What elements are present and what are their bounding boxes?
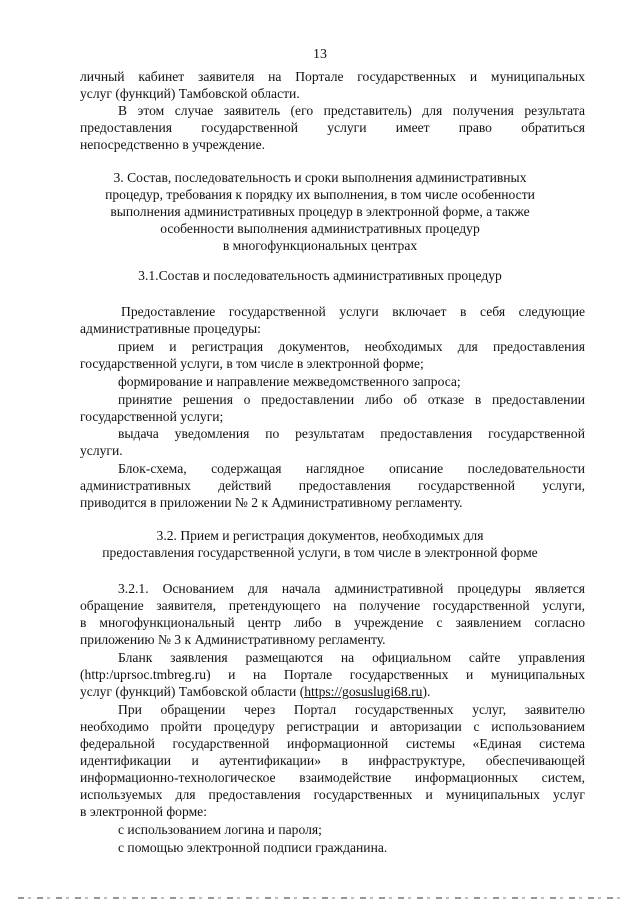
gosuslugi-link[interactable]: https://gosuslugi68.ru	[304, 684, 423, 699]
list-item: с использованием логина и пароля;	[118, 822, 322, 837]
paragraph-line: Бланк заявления размещаются на официальном сайте управления	[118, 650, 585, 665]
paragraph-line	[80, 684, 430, 700]
list-item: принятие решения о предоставлении либо об отказе в предоставлении	[118, 392, 585, 407]
section-heading-line: в многофункциональных центрах	[222, 238, 418, 253]
section-heading-line: выполнения административных процедур в электронной форме, а также	[110, 204, 530, 219]
paragraph-line: 3.2.1. Основанием для начала административной процедуры является	[118, 581, 585, 596]
paragraph-line: В этом случае заявитель (его представитель) для получения результата	[118, 103, 585, 118]
paragraph-line: Блок-схема, содержащая наглядное описание последовательности	[118, 461, 585, 476]
paragraph-line: приложению № 3 к Административному регламенту.	[80, 632, 386, 647]
text-segment: ).	[422, 684, 431, 699]
list-item: государственной услуги, в том числе в электронной форме;	[80, 356, 424, 371]
paragraph-line: При обращении через Портал государственных услуг, заявителю	[118, 702, 585, 717]
paragraph-line: Предоставление государственной услуги включает в себя следующие	[121, 304, 585, 319]
subsection-heading-line: 3.2. Прием и регистрация документов, необходимых для	[156, 528, 484, 543]
list-item: формирование и направление межведомственного запроса;	[118, 374, 461, 389]
section-heading-line: 3. Состав, последовательность и сроки выполнения административных	[113, 170, 527, 185]
text-segment: услуг (функций) Тамбовской области (	[80, 684, 305, 699]
paragraph-line: (http:/uprsoc.tmbreg.ru) и на Портале государственных и муниципальных	[80, 667, 585, 682]
section-heading-line: процедур, требования к порядку их выполнения, в том числе особенности	[105, 187, 535, 202]
list-item: выдача уведомления по результатам предоставления государственной	[118, 426, 585, 441]
paragraph-line: информационно-технологическое взаимодействие информационных систем,	[80, 770, 585, 785]
paragraph-line: непосредственно в учреждение.	[80, 137, 266, 152]
paragraph-line: предоставления государственной услуги имеет право обратиться	[80, 120, 585, 135]
paragraph-line: федеральной государственной информационной системы «Единая система	[80, 736, 585, 751]
paragraph-line: приводится в приложении № 2 к Административному регламенту.	[80, 495, 463, 510]
paragraph-line: необходимо пройти процедуру регистрации и авторизации с использованием	[80, 719, 585, 734]
list-item: услуги.	[80, 443, 123, 458]
paragraph-line: в электронной форме:	[80, 804, 207, 819]
paragraph-line: личный кабинет заявителя на Портале государственных и муниципальных	[80, 69, 585, 84]
paragraph-line: в многофункциональный центр либо в учреждение с заявлением согласно	[80, 615, 585, 630]
subsection-heading-line: предоставления государственной услуги, в том числе в электронной форме	[102, 545, 538, 560]
paragraph-line: используемых для предоставления государственных и муниципальных услуг	[80, 787, 585, 802]
page-number: 13	[313, 47, 327, 62]
paragraph-line: административные процедуры:	[80, 321, 261, 336]
list-item: прием и регистрация документов, необходимых для предоставления	[118, 339, 585, 354]
scan-artifact-line	[18, 897, 622, 899]
list-item: государственной услуги;	[80, 409, 224, 424]
subsection-heading: 3.1.Состав и последовательность административных процедур	[138, 268, 502, 283]
list-item: с помощью электронной подписи гражданина.	[118, 840, 388, 855]
paragraph-line: идентификации и аутентификации» в инфраструктуре, обеспечивающей	[80, 753, 585, 768]
paragraph-line: административных действий предоставления государственной услуги,	[80, 478, 585, 493]
section-heading-line: особенности выполнения административных процедур	[160, 221, 480, 236]
paragraph-line: услуг (функций) Тамбовской области.	[80, 86, 300, 101]
paragraph-line: обращение заявителя, претендующего на получение государственной услуги,	[80, 598, 585, 613]
